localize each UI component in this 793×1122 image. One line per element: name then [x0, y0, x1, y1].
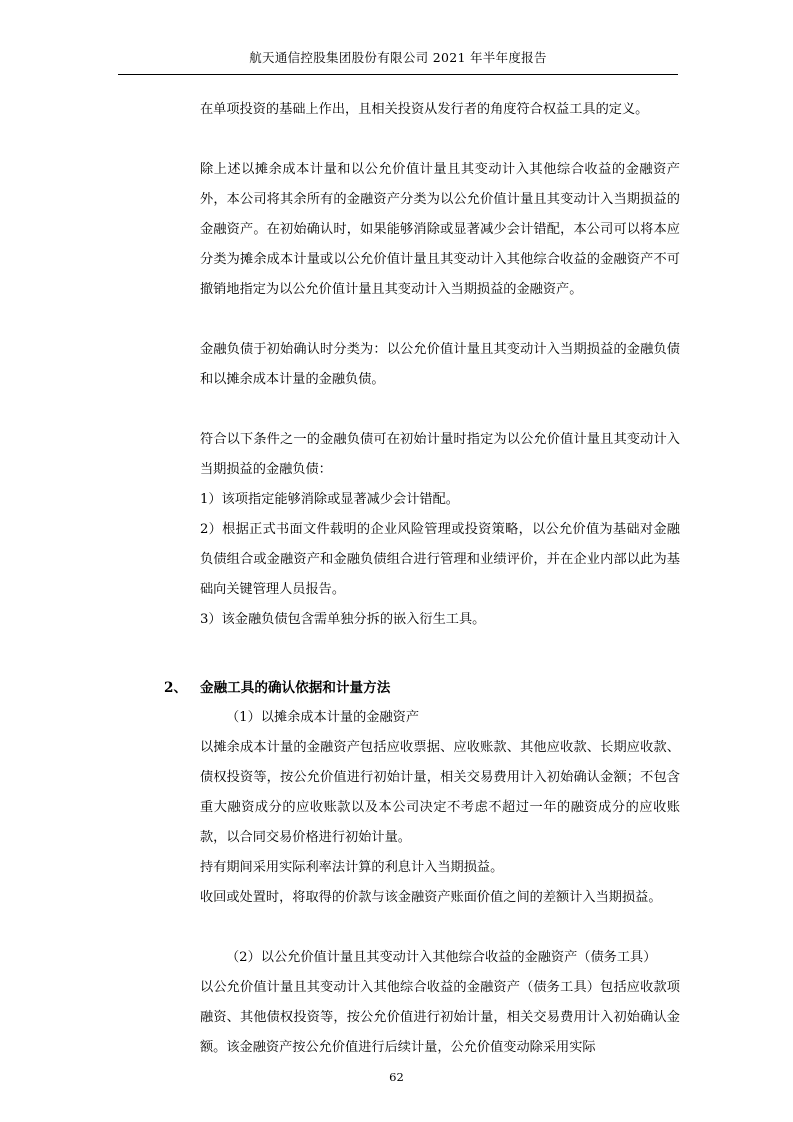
- list-item-1: 1）该项指定能够消除或显著减少会计错配。: [200, 492, 459, 507]
- subsection-2-title: （2）以公允价值计量且其变动计入其他综合收益的金融资产（债务工具）: [226, 950, 657, 965]
- list-item-2: 2）根据正式书面文件载明的企业风险管理或投资策略，以公允价值为基础对金融负债组合或金融资产和金融负债组合进行管理和业绩评价，并在企业内部以此为基础向关键管理人员报告。: [200, 522, 680, 597]
- spacer: [200, 305, 680, 335]
- paragraph-4: 符合以下条件之一的金融负债可在初始计量时指定为以公允价值计量且其变动计入当期损益的金融负债：: [200, 432, 680, 477]
- subsection-1-paragraph-3: 收回或处置时，将取得的价款与该金融资产账面价值之间的差额计入当期损益。: [200, 890, 662, 905]
- section-number: 2、: [164, 680, 188, 696]
- section-title: 金融工具的确认依据和计量方法: [200, 680, 391, 696]
- paragraph-1: 在单项投资的基础上作出，且相关投资从发行者的角度符合权益工具的定义。: [200, 102, 649, 117]
- spacer: [200, 635, 680, 665]
- subsection-1-paragraph-2: 持有期间采用实际利率法计算的利息计入当期损益。: [200, 860, 504, 875]
- header-divider: [118, 74, 678, 75]
- paragraph-2: 除上述以摊余成本计量和以公允价值计量且其变动计入其他综合收益的金融资产外，本公司将其余所有的金融资产分类为以公允价值计量且其变动计入当期损益的金融资产。在初始确认时，如果能够消除或显著减少会计错配，本公司可以将本应分类为摊余成本计量或以公允价值计量且其变动计入其他综合收益的金融资产不可撤销地指定为以公允价值计量且其变动计入当期损益的金融资产。: [200, 162, 680, 297]
- spacer: [200, 395, 680, 425]
- subsection-2-paragraph-1: 以公允价值计量且其变动计入其他综合收益的金融资产（债务工具）包括应收款项融资、其他债权投资等，按公允价值进行初始计量，相关交易费用计入初始确认金额。该金融资产按公允价值进行后续计量，公允价值变动除采用实际: [200, 980, 680, 1055]
- subsection-1-paragraph-1: 以摊余成本计量的金融资产包括应收票据、应收账款、其他应收款、长期应收款、债权投资等，按公允价值进行初始计量，相关交易费用计入初始确认金额；不包含重大融资成分的应收账款以及本公司决定不考虑不超过一年的融资成分的应收账款，以合同交易价格进行初始计量。: [200, 740, 680, 845]
- page-number: 62: [389, 1070, 404, 1084]
- page-header: 航天通信控股集团股份有限公司 2021 年半年度报告: [249, 50, 547, 65]
- paragraph-3: 金融负债于初始确认时分类为：以公允价值计量且其变动计入当期损益的金融负债和以摊余成本计量的金融负债。: [200, 342, 680, 387]
- subsection-1-title: （1）以摊余成本计量的金融资产: [226, 710, 420, 725]
- spacer: [200, 125, 680, 155]
- list-item-3: 3）该金融负债包含需单独分拆的嵌入衍生工具。: [200, 612, 486, 627]
- section-heading: [164, 673, 680, 703]
- page-content: [164, 95, 680, 1063]
- spacer: [200, 913, 680, 943]
